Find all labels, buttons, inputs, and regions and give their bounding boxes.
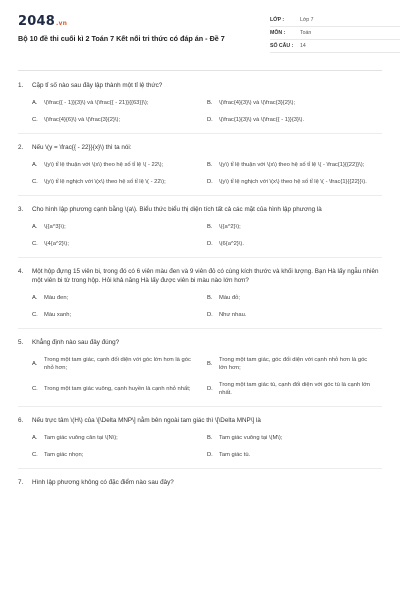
question-5 — [18, 338, 382, 406]
option-letter: A. — [32, 224, 38, 230]
option-letter: C. — [32, 312, 38, 318]
question-stem — [18, 338, 382, 347]
option-text: \({a^2}\); — [219, 224, 241, 230]
option-text: \(6{a^2}\). — [219, 241, 244, 247]
answer-option-b[interactable] — [207, 356, 382, 372]
question-number: 1. — [18, 82, 24, 89]
option-text: \(y\) tỉ lệ thuận với \(x\) theo hệ số tỉ lệ \( - 22\); — [44, 162, 164, 168]
meta-label: LỚP : — [270, 17, 285, 23]
meta-value: Lớp 7 — [300, 17, 314, 23]
question-text: Cặp tỉ số nào sau đây lập thành một tỉ lệ thức? — [32, 82, 163, 89]
answer-option-b[interactable] — [207, 434, 382, 442]
logo-main: 2048 — [18, 14, 55, 29]
question-text: Nếu \(y = \frac{{ - 22}}{x}\) thì ta nói: — [32, 144, 132, 151]
question-text: Hình lập phương không có đặc điểm nào sau đây? — [32, 479, 174, 486]
option-letter: D. — [207, 312, 213, 318]
option-letter: B. — [207, 435, 213, 441]
option-letter: A. — [32, 295, 38, 301]
question-text: Một hộp đựng 15 viên bi, trong đó có 6 viên màu đen và 9 viên đỏ có cùng kích thước và khối lượng. Bạn Hà lấy ngẫu nhiên một viên bi từ trong hộp. Hỏi khả năng Hà lấy được viên bi màu nào lớn hơn? — [32, 268, 379, 284]
question-7 — [18, 478, 382, 487]
option-text: Tam giác vuông cân tại \(N\); — [44, 435, 118, 441]
meta-row-count — [270, 40, 400, 53]
question-stem — [18, 205, 382, 214]
option-text: Trong một tam giác, góc đối diện với cạnh nhỏ hơn là góc lớn hơn; — [219, 357, 368, 371]
meta-label: MÔN : — [270, 30, 286, 36]
option-letter: B. — [207, 162, 213, 168]
option-letter: D. — [207, 386, 213, 392]
option-text: Màu đỏ; — [219, 295, 240, 301]
question-1 — [18, 81, 382, 133]
answer-option-c[interactable] — [32, 116, 207, 124]
option-text: \(y\) tỉ lệ nghịch với \(x\) theo hệ số tỉ lệ \( - 22\); — [44, 179, 166, 185]
question-stem — [18, 143, 382, 152]
question-stem — [18, 267, 382, 285]
option-letter: B. — [207, 224, 213, 230]
option-letter: C. — [32, 117, 38, 123]
question-divider — [18, 406, 382, 407]
question-divider — [18, 468, 382, 469]
answer-option-b[interactable] — [207, 294, 382, 302]
answer-option-a[interactable] — [32, 99, 207, 107]
question-3 — [18, 205, 382, 257]
option-text: Trong một tam giác, cạnh đối diện với góc lớn hơn là góc nhỏ hơn; — [44, 357, 191, 371]
option-letter: A. — [32, 100, 38, 106]
answer-option-c[interactable] — [32, 240, 207, 248]
answer-option-c[interactable] — [32, 381, 207, 397]
answer-option-c[interactable] — [32, 178, 207, 186]
answer-option-a[interactable] — [32, 356, 207, 372]
answer-option-d[interactable] — [207, 381, 382, 397]
page-title: Bộ 10 đề thi cuối kì 2 Toán 7 Kết nối tri thức có đáp án - Đề 7 — [18, 34, 225, 43]
answer-option-d[interactable] — [207, 240, 382, 248]
question-number: 4. — [18, 268, 24, 275]
answer-options — [18, 356, 382, 406]
header-divider — [18, 70, 382, 71]
answer-option-c[interactable] — [32, 311, 207, 319]
option-text: \(4{a^2}\); — [44, 241, 69, 247]
question-stem — [18, 478, 382, 487]
option-text: \(\frac{1}{3}\) và \(\frac{{ - 1}}{3}\). — [219, 117, 305, 123]
question-number: 5. — [18, 339, 24, 346]
question-number: 7. — [18, 479, 24, 486]
option-text: \(\frac{4}{6}\) và \(\frac{3}{2}\); — [44, 117, 121, 123]
option-text: Tam giác vuông tại \(M\); — [219, 435, 283, 441]
option-letter: C. — [32, 179, 38, 185]
question-divider — [18, 195, 382, 196]
meta-row-subject — [270, 27, 400, 40]
question-number: 2. — [18, 144, 24, 151]
option-text: Tam giác nhọn; — [44, 452, 84, 458]
answer-options — [18, 434, 382, 468]
answer-option-d[interactable] — [207, 311, 382, 319]
answer-option-b[interactable] — [207, 161, 382, 169]
option-text: \(y\) tỉ lệ nghịch với \(x\) theo hệ số tỉ lệ \( - \frac{1}{{22}}\). — [219, 179, 367, 185]
option-letter: A. — [32, 435, 38, 441]
option-text: Tam giác tù. — [219, 452, 251, 458]
answer-options — [18, 223, 382, 257]
meta-label: SỐ CÂU : — [270, 43, 294, 49]
question-text: Khẳng định nào sau đây đúng? — [32, 339, 120, 346]
option-letter: B. — [207, 361, 213, 367]
answer-option-d[interactable] — [207, 178, 382, 186]
exam-meta — [270, 14, 400, 53]
question-divider — [18, 328, 382, 329]
option-letter: D. — [207, 241, 213, 247]
option-letter: D. — [207, 179, 213, 185]
answer-option-c[interactable] — [32, 451, 207, 459]
question-divider — [18, 133, 382, 134]
answer-option-b[interactable] — [207, 99, 382, 107]
answer-option-a[interactable] — [32, 223, 207, 231]
question-2 — [18, 143, 382, 195]
option-letter: D. — [207, 117, 213, 123]
question-number: 6. — [18, 417, 24, 424]
option-letter: A. — [32, 361, 38, 367]
option-text: \({a^3}\); — [44, 224, 66, 230]
question-text: Nếu trực tâm \(H\) của \[\Delta MNP\] nằm bên ngoài tam giác thì \[\Delta MNP\] là — [32, 417, 261, 424]
meta-value: Toán — [300, 30, 312, 36]
question-6 — [18, 416, 382, 468]
page-header — [18, 0, 382, 64]
answer-options — [18, 99, 382, 133]
answer-option-d[interactable] — [207, 451, 382, 459]
option-text: Màu xanh; — [44, 312, 72, 318]
meta-row-class — [270, 14, 400, 27]
option-letter: C. — [32, 386, 38, 392]
option-text: Trong một tam giác tù, cạnh đối diện với góc tù là cạnh lớn nhất. — [219, 382, 371, 396]
answer-options — [18, 294, 382, 328]
option-letter: B. — [207, 100, 213, 106]
meta-value: 14 — [300, 43, 306, 49]
option-text: Trong một tam giác vuông, cạnh huyền là cạnh nhỏ nhất; — [44, 386, 191, 392]
question-stem — [18, 81, 382, 90]
option-text: Màu đen; — [44, 295, 69, 301]
question-divider — [18, 257, 382, 258]
option-letter: A. — [32, 162, 38, 168]
answer-option-a[interactable] — [32, 434, 207, 442]
answer-option-a[interactable] — [32, 294, 207, 302]
answer-option-b[interactable] — [207, 223, 382, 231]
answer-option-d[interactable] — [207, 116, 382, 124]
answer-option-a[interactable] — [32, 161, 207, 169]
question-stem — [18, 416, 382, 425]
logo-suffix: .vn — [55, 20, 68, 27]
option-text: \(y\) tỉ lệ thuận với \(x\) theo hệ số tỉ lệ \( - \frac{1}{{22}}\); — [219, 162, 365, 168]
option-text: \(\frac{{ - 1}}{3}\) và \(\frac{{ - 21}}{{63}}\); — [44, 100, 149, 106]
option-letter: C. — [32, 452, 38, 458]
question-number: 3. — [18, 206, 24, 213]
question-4 — [18, 267, 382, 328]
option-letter: B. — [207, 295, 213, 301]
option-text: \(\frac{4}{3}\) và \(\frac{3}{2}\); — [219, 100, 296, 106]
option-letter: C. — [32, 241, 38, 247]
answer-options — [18, 161, 382, 195]
option-text: Như nhau. — [219, 312, 247, 318]
option-letter: D. — [207, 452, 213, 458]
question-text: Cho hình lập phương cạnh bằng \(a\). Biểu thức biểu thị diện tích tất cả các mặt của hình lập phương là — [32, 206, 322, 213]
question-list — [18, 81, 382, 487]
